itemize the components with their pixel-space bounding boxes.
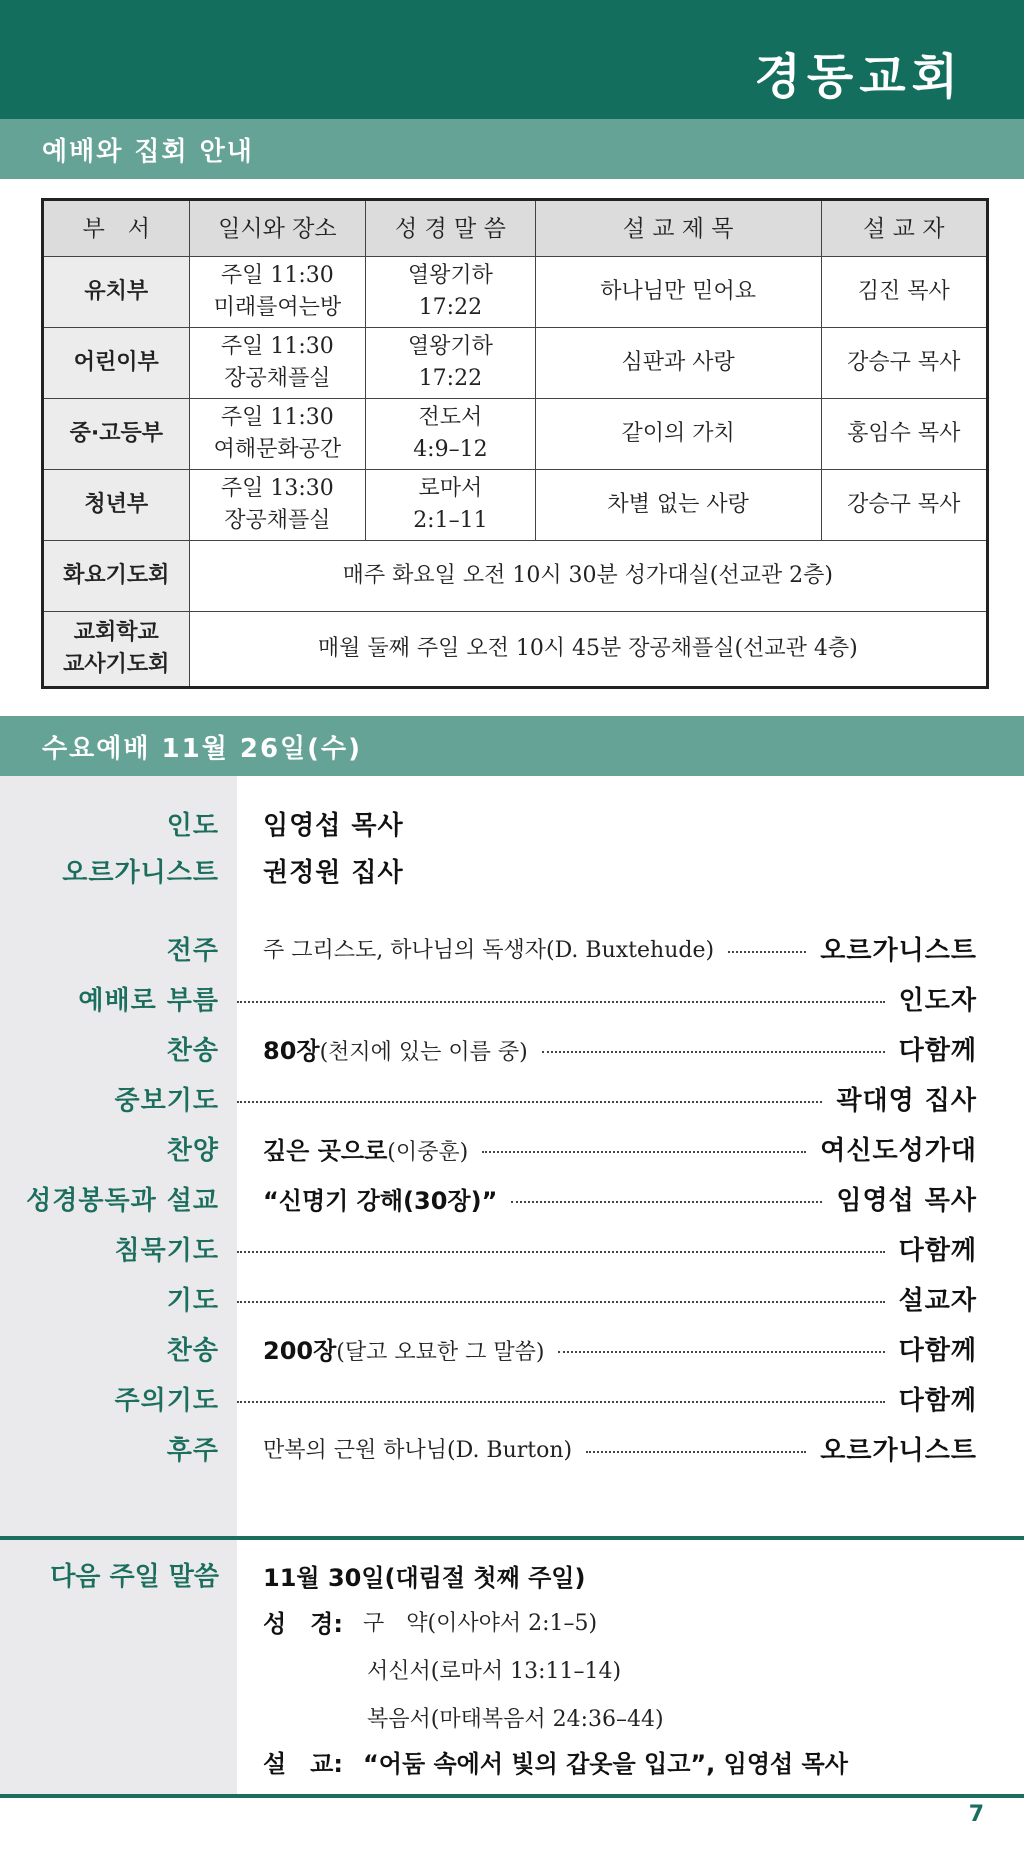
order-who: 인도자 bbox=[898, 985, 977, 1016]
next-sunday-label: 다음 주일 말씀 bbox=[50, 1562, 219, 1592]
leader-name: 임영섭 목사 bbox=[263, 810, 404, 841]
column-header: 부 서 bbox=[43, 200, 190, 257]
time: 주일 11:30 bbox=[220, 334, 334, 359]
preacher-cell: 홍임수 목사 bbox=[821, 399, 987, 470]
order-who: 다함께 bbox=[898, 1335, 977, 1366]
verse: 2:1–11 bbox=[413, 508, 488, 533]
order-who: 다함께 bbox=[898, 1235, 977, 1266]
order-item bbox=[0, 1178, 1024, 1218]
place: 장공채플실 bbox=[224, 366, 331, 391]
order-label: 기도 bbox=[166, 1285, 219, 1316]
dept-cell: 청년부 bbox=[43, 470, 190, 541]
hymn-title: (천지에 있는 이름 중) bbox=[319, 1039, 528, 1065]
schedule-table bbox=[41, 198, 989, 689]
page-number: 7 bbox=[968, 1802, 984, 1827]
order-item bbox=[0, 1428, 1024, 1468]
meeting-info-cell: 매월 둘째 주일 오전 10시 45분 장공채플실(선교관 4층) bbox=[189, 612, 987, 688]
organist-row bbox=[0, 850, 1024, 890]
table-header-row bbox=[43, 200, 988, 257]
order-item bbox=[0, 1328, 1024, 1368]
meeting-name-cell: 화요기도회 bbox=[43, 541, 190, 612]
order-who: 곽대영 집사 bbox=[836, 1085, 977, 1116]
sermon-title-cell: 하나님만 믿어요 bbox=[535, 257, 821, 328]
order-label: 성경봉독과 설교 bbox=[26, 1185, 219, 1216]
dot-leader bbox=[237, 1301, 885, 1303]
book: 전도서 bbox=[418, 405, 483, 430]
order-label: 찬송 bbox=[166, 1035, 219, 1066]
sermon-title: “신명기 강해(30장)” bbox=[263, 1186, 498, 1215]
scripture-cell bbox=[366, 328, 536, 399]
place: 미래를여는방 bbox=[213, 295, 342, 320]
order-label: 찬양 bbox=[166, 1135, 219, 1166]
hymn-number: 80장 bbox=[263, 1036, 320, 1065]
sermon-label: 설 교: bbox=[263, 1750, 343, 1778]
meeting-row bbox=[43, 612, 988, 688]
order-text bbox=[263, 1331, 544, 1366]
column-header: 일시와 장소 bbox=[189, 200, 366, 257]
time-place-cell bbox=[189, 328, 366, 399]
meeting-name-line2: 교사기도회 bbox=[63, 652, 170, 677]
organist-name: 권정원 집사 bbox=[263, 857, 404, 888]
order-item bbox=[0, 1378, 1024, 1418]
hymn-title: (달고 오묘한 그 말씀) bbox=[336, 1339, 545, 1365]
wednesday-section-title: 수요예배 11월 26일(수) bbox=[0, 716, 1024, 776]
time-place-cell bbox=[189, 470, 366, 541]
sermon-title-cell: 같이의 가치 bbox=[535, 399, 821, 470]
book: 열왕기하 bbox=[407, 334, 493, 359]
scripture-cell bbox=[366, 257, 536, 328]
dot-leader bbox=[237, 1101, 822, 1103]
order-item bbox=[0, 1278, 1024, 1318]
anthem-title: 깊은 곳으로 bbox=[263, 1136, 388, 1165]
order-label: 중보기도 bbox=[114, 1085, 219, 1116]
church-name: 경동교회 bbox=[754, 49, 964, 105]
preacher-cell: 김진 목사 bbox=[821, 257, 987, 328]
order-text: 만복의 근원 하나님(D. Burton) bbox=[263, 1437, 573, 1463]
time-place-cell bbox=[189, 399, 366, 470]
order-label: 침묵기도 bbox=[114, 1235, 219, 1266]
dot-leader bbox=[728, 951, 806, 953]
dot-leader bbox=[237, 1001, 885, 1003]
reading: 구 약(이사야서 2:1–5) bbox=[363, 1611, 598, 1636]
anthem-composer: (이중훈) bbox=[387, 1139, 469, 1165]
verse: 17:22 bbox=[418, 366, 483, 391]
sermon-title-cell: 차별 없는 사랑 bbox=[535, 470, 821, 541]
scripture-label: 성 경: bbox=[263, 1610, 343, 1638]
divider bbox=[0, 1794, 1024, 1798]
hymn-number: 200장 bbox=[263, 1336, 337, 1365]
order-item bbox=[0, 1228, 1024, 1268]
order-who: 여신도성가대 bbox=[820, 1135, 977, 1166]
verse: 17:22 bbox=[418, 295, 483, 320]
dot-leader bbox=[511, 1201, 822, 1203]
order-item bbox=[0, 978, 1024, 1018]
column-header: 설 교 자 bbox=[821, 200, 987, 257]
order-who: 오르가니스트 bbox=[820, 1435, 977, 1466]
meeting-name-line1: 교회학교 bbox=[73, 620, 159, 645]
order-text bbox=[263, 1131, 468, 1166]
dot-leader bbox=[586, 1451, 806, 1453]
next-sunday-date: 11월 30일(대림절 첫째 주일) bbox=[263, 1564, 586, 1592]
dot-leader bbox=[237, 1251, 885, 1253]
meeting-name-cell bbox=[43, 612, 190, 688]
order-who: 다함께 bbox=[898, 1035, 977, 1066]
preacher-cell: 강승구 목사 bbox=[821, 470, 987, 541]
dot-leader bbox=[482, 1151, 806, 1153]
order-item bbox=[0, 1028, 1024, 1068]
order-item bbox=[0, 1128, 1024, 1168]
dot-leader bbox=[558, 1351, 884, 1353]
sermon-info: “어둠 속에서 빛의 갑옷을 입고”, 임영섭 목사 bbox=[363, 1750, 848, 1778]
order-label: 주의기도 bbox=[114, 1385, 219, 1416]
order-label: 찬송 bbox=[166, 1335, 219, 1366]
header-bar bbox=[0, 0, 1024, 119]
place: 여해문화공간 bbox=[213, 437, 342, 462]
dot-leader bbox=[542, 1051, 885, 1053]
table-row bbox=[43, 257, 988, 328]
dot-leader bbox=[237, 1401, 885, 1403]
organist-label: 오르가니스트 bbox=[62, 857, 219, 888]
order-item bbox=[0, 928, 1024, 968]
order-text bbox=[263, 1031, 528, 1066]
table-row bbox=[43, 328, 988, 399]
column-header: 설 교 제 목 bbox=[535, 200, 821, 257]
order-text: 주 그리스도, 하나님의 독생자(D. Buxtehude) bbox=[263, 937, 715, 963]
schedule-section-title: 예배와 집회 안내 bbox=[0, 119, 1024, 179]
order-who: 임영섭 목사 bbox=[836, 1185, 977, 1216]
column-header: 성 경 말 씀 bbox=[366, 200, 536, 257]
dept-cell: 중·고등부 bbox=[43, 399, 190, 470]
time: 주일 13:30 bbox=[220, 476, 334, 501]
table-row bbox=[43, 399, 988, 470]
order-text bbox=[263, 1181, 497, 1216]
time: 주일 11:30 bbox=[220, 263, 334, 288]
scripture-cell bbox=[366, 399, 536, 470]
order-who: 다함께 bbox=[898, 1385, 977, 1416]
order-label: 후주 bbox=[166, 1435, 219, 1466]
reading: 서신서(로마서 13:11–14) bbox=[367, 1659, 622, 1684]
order-item bbox=[0, 1078, 1024, 1118]
scripture-cell bbox=[366, 470, 536, 541]
order-who: 설교자 bbox=[898, 1285, 977, 1316]
meeting-info-cell: 매주 화요일 오전 10시 30분 성가대실(선교관 2층) bbox=[189, 541, 987, 612]
place: 장공채플실 bbox=[224, 508, 331, 533]
order-label: 전주 bbox=[166, 935, 219, 966]
book: 열왕기하 bbox=[407, 263, 493, 288]
verse: 4:9–12 bbox=[413, 437, 488, 462]
leader-label: 인도 bbox=[166, 810, 219, 841]
order-who: 오르가니스트 bbox=[820, 935, 977, 966]
preacher-cell: 강승구 목사 bbox=[821, 328, 987, 399]
table-row bbox=[43, 470, 988, 541]
order-label: 예배로 부름 bbox=[78, 985, 219, 1016]
dept-cell: 유치부 bbox=[43, 257, 190, 328]
time: 주일 11:30 bbox=[220, 405, 334, 430]
meeting-row bbox=[43, 541, 988, 612]
reading: 복음서(마태복음서 24:36–44) bbox=[367, 1707, 664, 1732]
dept-cell: 어린이부 bbox=[43, 328, 190, 399]
time-place-cell bbox=[189, 257, 366, 328]
sermon-title-cell: 심판과 사랑 bbox=[535, 328, 821, 399]
leader-row bbox=[0, 803, 1024, 843]
book: 로마서 bbox=[418, 476, 483, 501]
